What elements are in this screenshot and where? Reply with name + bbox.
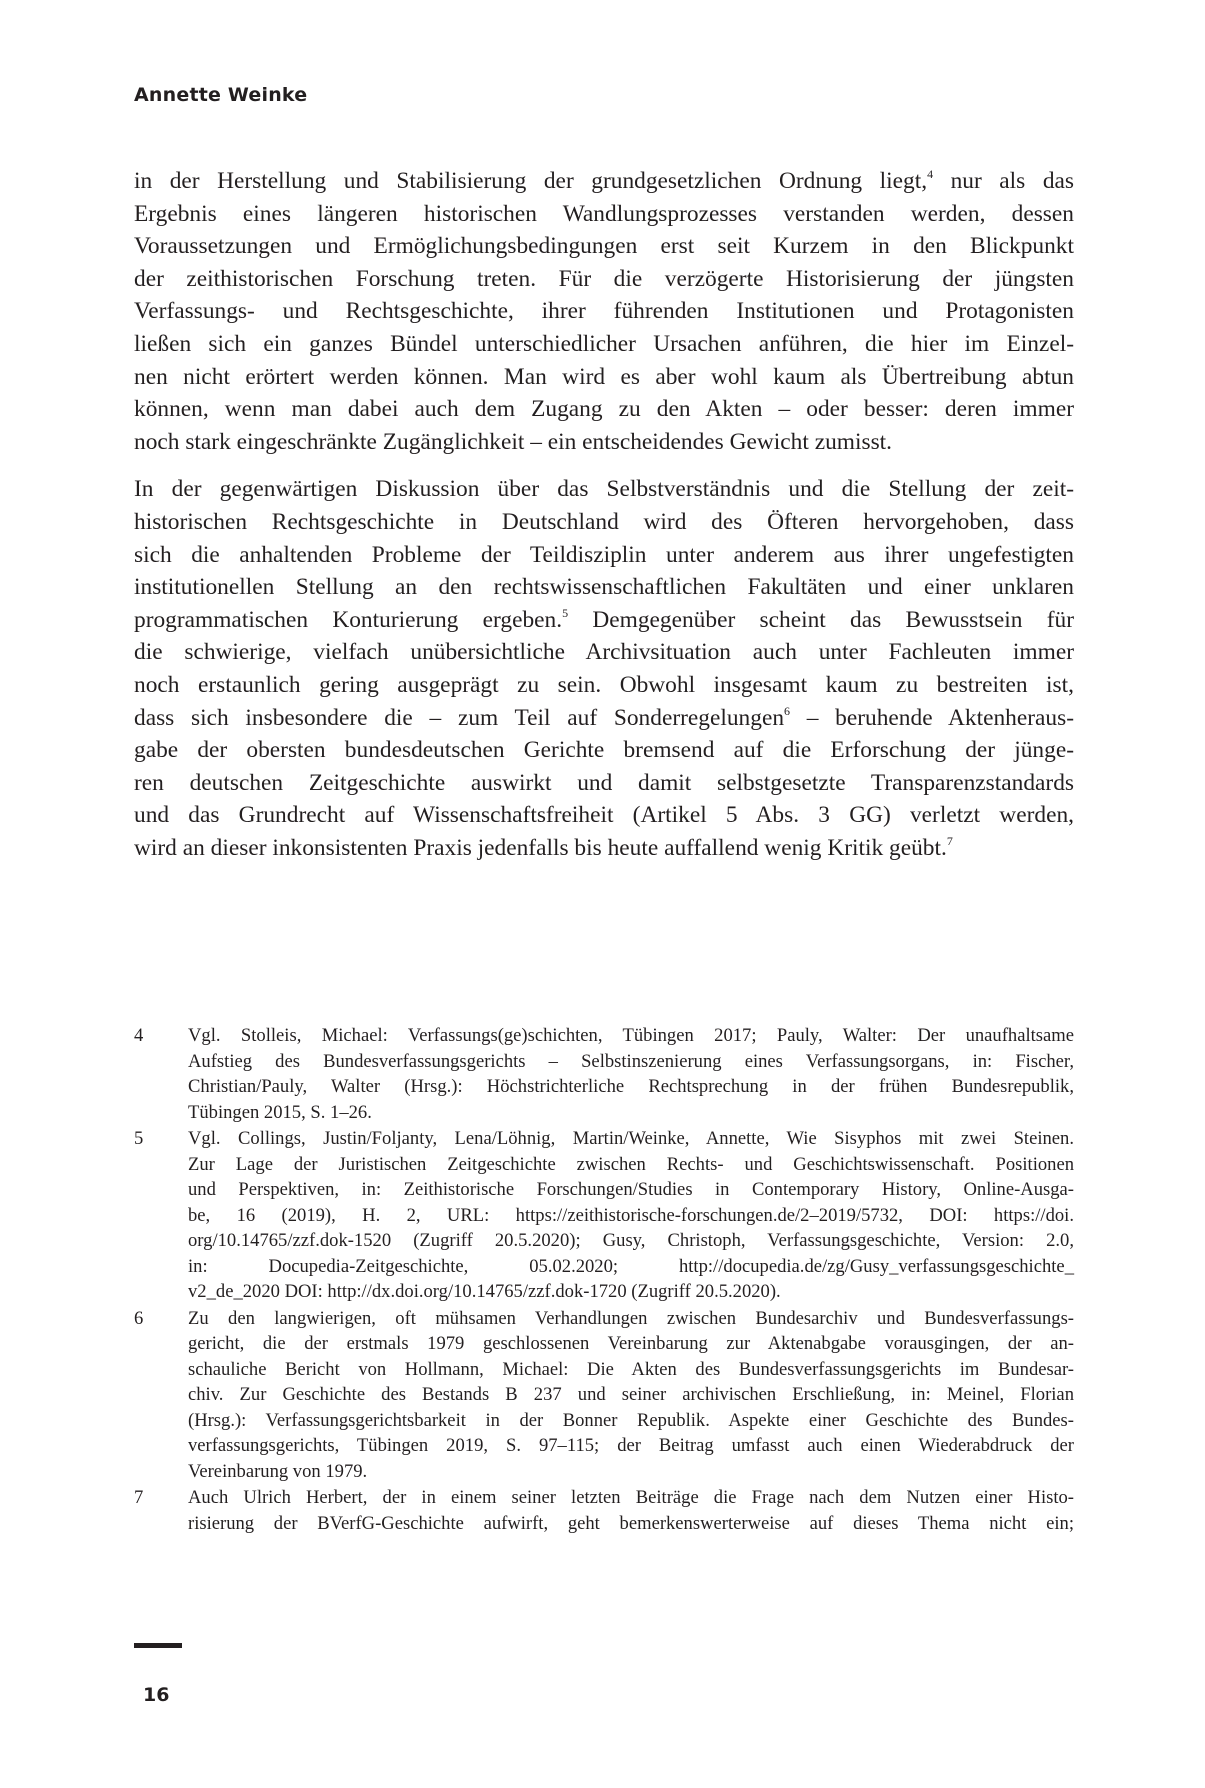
footnote-7 xyxy=(134,1485,1074,1536)
text-line: Zu den langwierigen, oft mühsamen Verhandlungen zwischen Bundesarchiv und Bundesverfassungs- xyxy=(188,1307,1074,1329)
footnote-reference[interactable]: 6 xyxy=(784,703,791,718)
text-line: institutionellen Stellung an den rechtswissenschaftlichen Fakultäten und einer unklaren xyxy=(134,574,1074,601)
text-line: historischen Rechtsgeschichte in Deutschland wird des Öfteren hervorgehoben, dass xyxy=(134,508,1074,535)
text-line: Voraussetzungen und Ermöglichungsbedingungen erst seit Kurzem in den Blickpunkt xyxy=(134,233,1074,260)
line-text: programmatischen Konturierung ergeben. xyxy=(134,606,563,633)
page-number: 16 xyxy=(143,1684,170,1706)
text-line: v2_de_2020 DOI: http://dx.doi.org/10.14765/zzf.dok-1720 (Zugriff 20.5.2020). xyxy=(188,1281,781,1302)
footnotes xyxy=(134,1023,1074,1536)
footnote-number: 5 xyxy=(134,1128,144,1149)
text-line: Tübingen 2015, S. 1–26. xyxy=(188,1101,372,1123)
text-line: noch stark eingeschränkte Zugänglichkeit – ein entscheidendes Gewicht zumisst. xyxy=(134,428,893,455)
text-line: org/10.14765/zzf.dok-1520 (Zugriff 20.5.2020); Gusy, Christoph, Verfassungsgeschichte, Version: 2.0, xyxy=(188,1230,1074,1251)
text-line: die schwierige, vielfach unübersichtliche Archivsituation auch unter Fachleuten immer xyxy=(134,639,1074,666)
text-line: Ergebnis eines längeren historischen Wandlungsprozesses verstanden werden, dessen xyxy=(134,200,1074,227)
text-line: Zur Lage der Juristischen Zeitgeschichte zwischen Rechts- und Geschichtswissenschaft. Positionen xyxy=(188,1153,1074,1175)
footnote-text xyxy=(188,1023,1074,1125)
text-line: verfassungsgerichts, Tübingen 2019, S. 97–115; der Beitrag umfasst auch einen Wiederabdruck der xyxy=(188,1435,1074,1456)
text-line: schauliche Bericht von Hollmann, Michael: Die Akten des Bundesverfassungsgerichts im Bundesar- xyxy=(188,1358,1074,1380)
text-line: Vereinbarung von 1979. xyxy=(188,1460,368,1482)
line-text: in der Herstellung und Stabilisierung der grundgesetzlichen Ordnung liegt, xyxy=(134,168,928,194)
text-line xyxy=(134,702,1074,735)
text-line: noch erstaunlich gering ausgeprägt zu sein. Obwohl insgesamt kaum zu bestreiten ist, xyxy=(134,671,1074,698)
footnote-reference[interactable]: 4 xyxy=(927,167,934,181)
line-text: dass sich insbesondere die – zum Teil auf Sonderregelungen xyxy=(134,704,785,731)
text-line: gericht, die der erstmals 1979 geschlossenen Vereinbarung zur Aktenabgabe vorausgingen, der an- xyxy=(188,1333,1074,1354)
text-line: risierung der BVerfG-Geschichte aufwirft, geht bemerkenswerterweise auf dieses Thema nicht ein; xyxy=(188,1512,1074,1534)
text-line: ließen sich ein ganzes Bündel unterschiedlicher Ursachen anführen, die hier im Einzel- xyxy=(134,330,1074,357)
text-line xyxy=(134,604,1074,637)
paragraph xyxy=(134,165,1074,458)
text-line: sich die anhaltenden Probleme der Teildisziplin unter anderem aus ihrer ungefestigten xyxy=(134,541,1074,568)
text-line: Verfassungs- und Rechtsgeschichte, ihrer führenden Institutionen und Protagonisten xyxy=(134,298,1074,325)
body-text xyxy=(134,165,1074,864)
text-line: be, 16 (2019), H. 2, URL: https://zeithistorische-forschungen.de/2–2019/5732, DOI: https://doi. xyxy=(188,1204,1074,1226)
text-line: gabe der obersten bundesdeutschen Gerichte bremsend auf die Erforschung der jünge- xyxy=(134,737,1074,764)
text-line: Christian/Pauly, Walter (Hrsg.): Höchstrichterliche Rechtsprechung in der frühen Bundesrepublik, xyxy=(188,1076,1074,1097)
text-line: der zeithistorischen Forschung treten. Für die verzögerte Historisierung der jüngsten xyxy=(134,265,1074,292)
text-line: in: Docupedia-Zeitgeschichte, 05.02.2020; http://docupedia.de/zg/Gusy_verfassungsgeschichte_ xyxy=(188,1255,1074,1277)
footnote-reference[interactable]: 5 xyxy=(562,605,569,620)
footnote-number: 7 xyxy=(134,1487,144,1508)
text-line: nen nicht erörtert werden können. Man wird es aber wohl kaum als Übertreibung abtun xyxy=(134,363,1074,390)
line-text: nur als das xyxy=(933,168,1074,194)
text-line: ren deutschen Zeitgeschichte auswirkt und damit selbstgesetzte Transparenzstandards xyxy=(134,769,1074,796)
text-line xyxy=(134,832,1074,865)
footnote-number: 4 xyxy=(134,1025,144,1046)
text-line: und Perspektiven, in: Zeithistorische Forschungen/Studies in Contemporary History, Online-Ausga- xyxy=(188,1179,1074,1200)
line-text: Demgegenüber scheint das Bewusstsein für xyxy=(568,606,1075,633)
footnote-4 xyxy=(134,1023,1074,1125)
footnote-number: 6 xyxy=(134,1307,144,1329)
text-line: In der gegenwärtigen Diskussion über das Selbstverständnis und die Stellung der zeit- xyxy=(134,476,1074,503)
text-line: Aufstieg des Bundesverfassungsgerichts – Selbstinszenierung eines Verfassungsorgans, in: Fischer, xyxy=(188,1050,1074,1072)
text-line: (Hrsg.): Verfassungsgerichtsbarkeit in der Bonner Republik. Aspekte einer Geschichte des Bundes- xyxy=(188,1409,1074,1431)
footnote-text xyxy=(188,1306,1074,1485)
footnote-5 xyxy=(134,1126,1074,1305)
line-text: – beruhende Aktenheraus- xyxy=(790,704,1075,731)
text-line: Vgl. Collings, Justin/Foljanty, Lena/Löhnig, Martin/Weinke, Annette, Wie Sisyphos mit zwei Steinen. xyxy=(188,1128,1074,1149)
paragraph xyxy=(134,473,1074,864)
folio-rule xyxy=(134,1643,182,1648)
footnote-6 xyxy=(134,1306,1074,1485)
text-line: und das Grundrecht auf Wissenschaftsfreiheit (Artikel 5 Abs. 3 GG) verletzt werden, xyxy=(134,802,1074,829)
line-text: wird an dieser inkonsistenten Praxis jedenfalls bis heute auffallend wenig Kritik geübt. xyxy=(134,834,947,861)
text-line: Vgl. Stolleis, Michael: Verfassungs(ge)schichten, Tübingen 2017; Pauly, Walter: Der unaufhaltsame xyxy=(188,1025,1074,1046)
text-line: können, wenn man dabei auch dem Zugang zu den Akten – oder besser: deren immer xyxy=(134,396,1074,423)
running-head-author: Annette Weinke xyxy=(134,84,308,106)
text-line xyxy=(134,165,1074,198)
footnote-text xyxy=(188,1126,1074,1305)
footnote-text xyxy=(188,1485,1074,1536)
text-line: Auch Ulrich Herbert, der in einem seiner letzten Beiträge die Frage nach dem Nutzen einer Histo- xyxy=(188,1487,1074,1508)
footnote-reference[interactable]: 7 xyxy=(946,833,953,848)
text-line: chiv. Zur Geschichte des Bestands B 237 und seiner archivischen Erschließung, in: Meinel, Florian xyxy=(188,1384,1074,1405)
